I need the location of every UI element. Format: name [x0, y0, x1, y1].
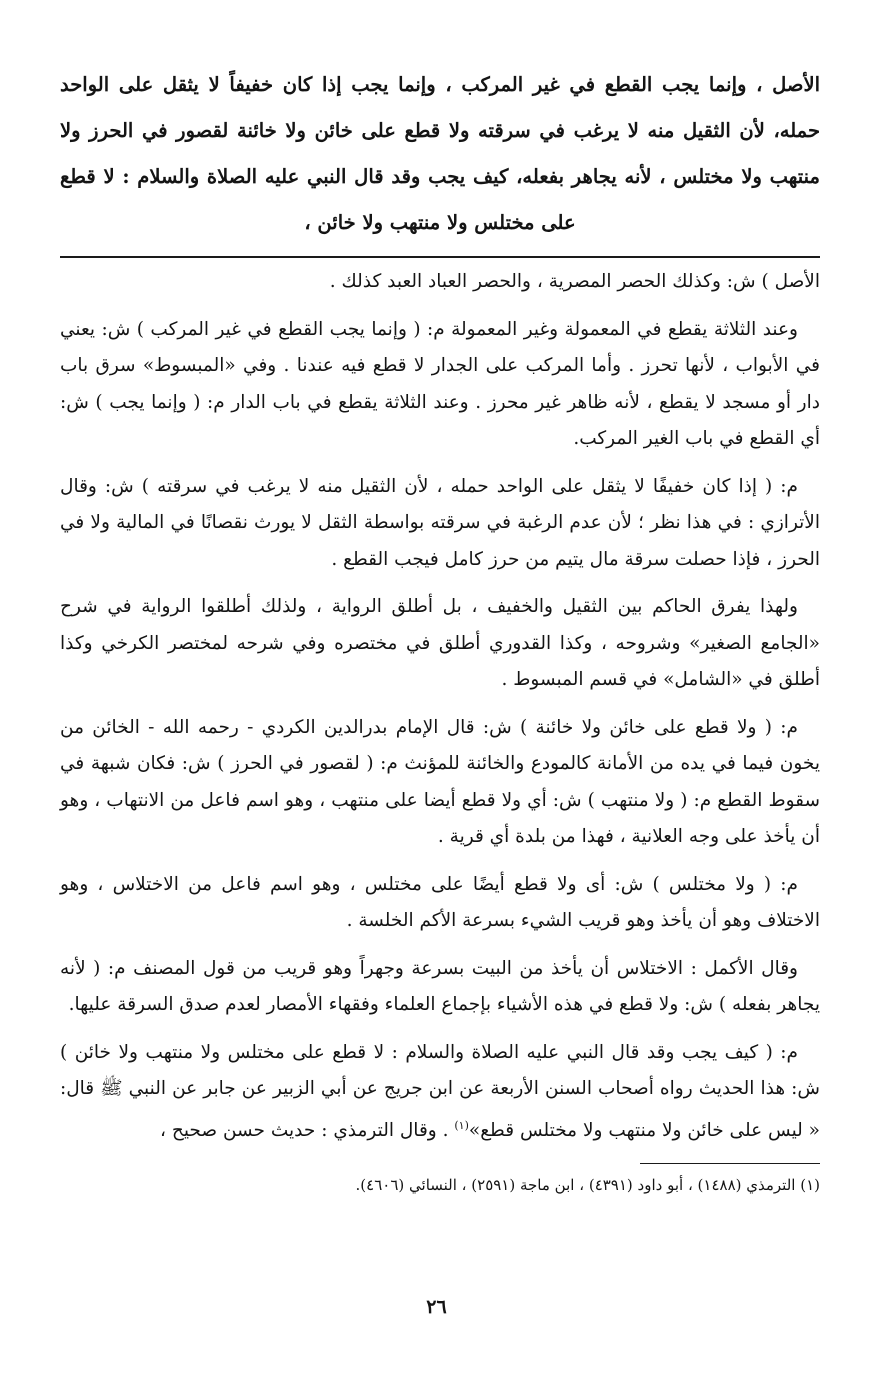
sharh-paragraph-1: الأصل ) ش: وكذلك الحصر المصرية ، والحصر العباد العبد كذلك . [329, 271, 820, 292]
sharh-paragraph-6: م: ( ولا مختلس ) ش: أى ولا قطع أيضًا على مختلس ، وهو اسم فاعل من الاختلاس ، وهو الاختلاف وهو أن يأخذ وهو قريب الشيء بسرعة الأكم الخلسة . [60, 873, 820, 931]
sharh-paragraph-4: ولهذا يفرق الحاكم بين الثقيل والخفيف ، بل أطلق الرواية ، ولذلك أطلقوا الرواية في شرح «الجامع الصغير» وشروحه ، وكذا القدوري أطلق في مختصره وفي شرحه لمختصر الكرخي وكذا أطلق في «الشامل» في قسم المبسوط . [60, 596, 820, 690]
sharh-paragraph-7: وقال الأكمل : الاختلاس أن يأخذ من البيت بسرعة وجهراً وهو قريب من قول المصنف م: ( لأنه يجاهر بفعله ) ش: ولا قطع في هذه الأشياء بإجماع العلماء وفقهاء الأمصار لعدم صدق السرقة عليها. [60, 957, 820, 1015]
sharh-paragraph-8-tail: . وقال الترمذي : حديث حسن صحيح ، [160, 1119, 455, 1141]
sharh-paragraph-2: وعند الثلاثة يقطع في المعمولة وغير المعمولة م: ( وإنما يجب القطع في غير المركب ) ش: يعني في الأبواب ، لأنها تحرز . وأما المركب على الجدار لا قطع فيه عندنا . وفي «المبسوط» سرق باب دار أو مسجد لا يقطع ، لأنه ظاهر غير محرز . وعند الثلاثة يقطع في باب الدار م: ( وإنما يجب ) ش: أي القطع في باب الغير المركب. [60, 318, 820, 449]
matn-divider [60, 256, 820, 258]
sharh-paragraph-8-text: م: ( كيف يجب وقد قال النبي عليه الصلاة والسلام : لا قطع على مختلس ولا منتهب ولا خائن ) ش: هذا الحديث رواه أصحاب السنن الأربعة عن ابن جريج عن أبي الزبير عن جابر عن النبي ﷺ قال: « ليس على خائن ولا منتهب ولا مختلس قطع» [60, 1041, 820, 1141]
page-content [60, 62, 820, 1198]
sharh-paragraph-3: م: ( إذا كان خفيفًا لا يثقل على الواحد حمله ، لأن الثقيل منه لا يرغب في سرقته ) ش: وقال الأترازي : في هذا نظر ؛ لأن عدم الرغبة في سرقته بواسطة الثقل لا يورث نقصانًا في المالية ولا في الحرز ، فإذا حصلت سرقة مال يتيم من حرز كامل فيجب القطع . [60, 475, 820, 570]
matn-text: الأصل ، وإنما يجب القطع في غير المركب ، وإنما يجب إذا كان خفيفاً لا يثقل على الواحد حمله، لأن الثقيل منه لا يرغب في سرقته ولا قطع على خائن ولا خائنة لقصور في الحرز ولا منتهب ولا مختلس ، لأنه يجاهر بفعله، كيف يجب وقد قال النبي عليه الصلاة والسلام : لا قطع على مختلس ولا منتهب ولا خائن ، [60, 73, 820, 234]
footnote-separator [640, 1163, 820, 1164]
page-number: ٢٦ [426, 1296, 447, 1318]
sharh-paragraph-8 [60, 1035, 820, 1150]
footnote-text: (١) الترمذي (١٤٨٨) ، أبو داود (٤٣٩١) ، ابن ماجة (٢٥٩١) ، النسائي (٤٦٠٦). [355, 1176, 820, 1195]
footnote-reference: (١) [454, 1118, 469, 1132]
sharh-paragraph-5: م: ( ولا قطع على خائن ولا خائنة ) ش: قال الإمام بدرالدين الكردي - رحمه الله - الخائن من يخون فيما في يده من الأمانة كالمودع والخائنة للمؤنث م: ( لقصور في الحرز ) ش: فكان شبهة في سقوط القطع م: ( ولا منتهب ) ش: أي ولا قطع أيضا على منتهب ، وهو اسم فاعل من الانتهاب ، وهو أن يأخذ على وجه العلانية ، فهذا من بلدة أي قرية . [60, 716, 820, 847]
